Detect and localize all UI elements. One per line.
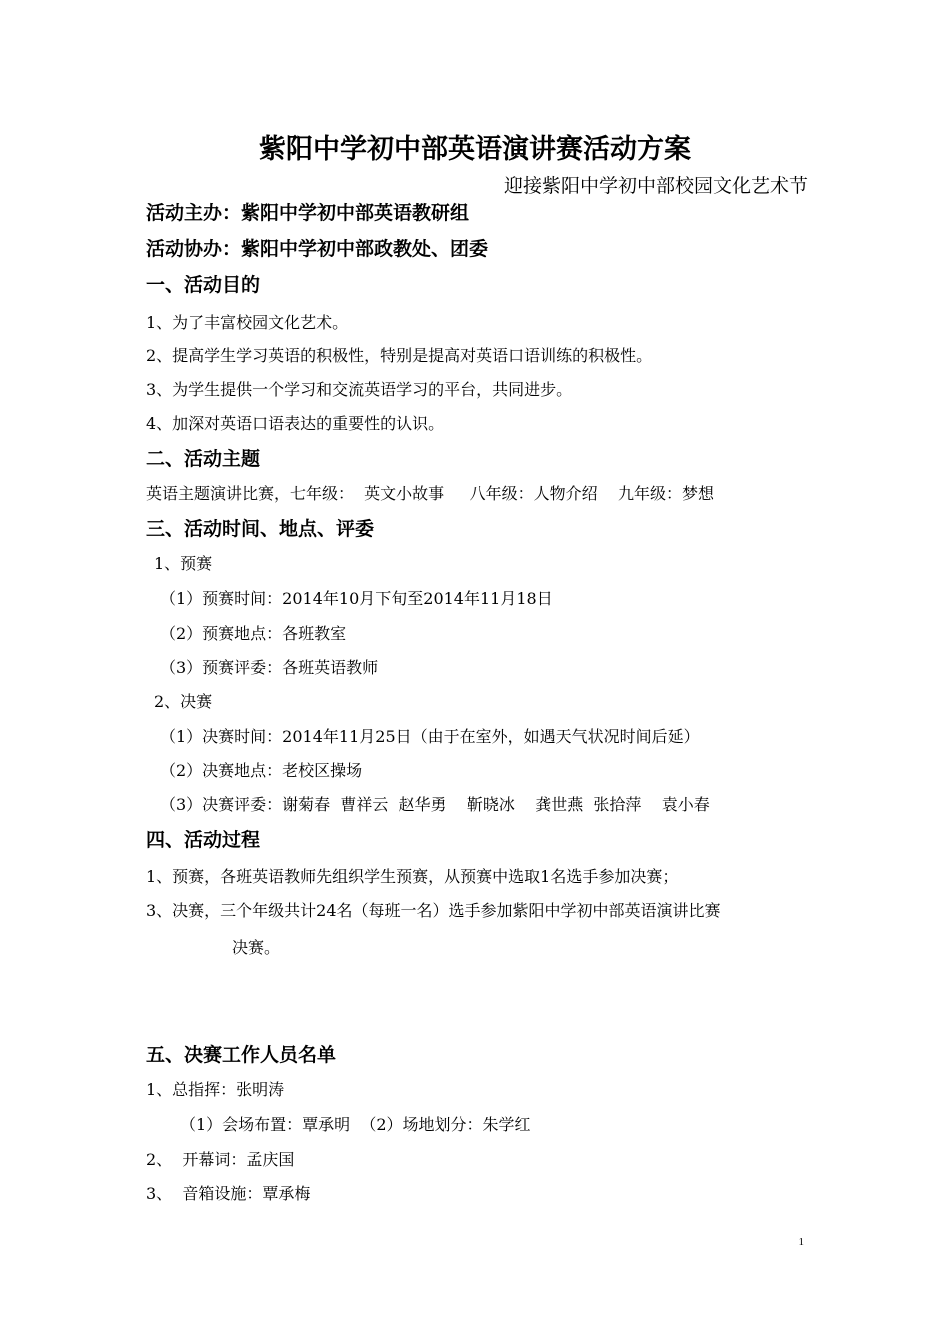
final-item: （3）决赛评委：谢菊春 曹祥云 赵华勇 靳晓冰 龚世燕 张拾萍 袁小春	[160, 795, 710, 814]
theme-text: 英语主题演讲比赛，七年级： 英文小故事 八年级：人物介绍 九年级：梦想	[146, 484, 714, 503]
final-item: （2）决赛地点：老校区操场	[160, 761, 363, 780]
staff-item: （1）会场布置：覃承明 （2）场地划分：朱学红	[180, 1115, 531, 1134]
document-title: 紫阳中学初中部英语演讲赛活动方案	[259, 134, 691, 165]
prelim-label: 1、预赛	[154, 554, 213, 573]
prelim-item: （2）预赛地点：各班教室	[160, 624, 347, 643]
section-heading-staff: 五、决赛工作人员名单	[146, 1044, 337, 1066]
section-heading-process: 四、活动过程	[146, 829, 261, 851]
final-label: 2、决赛	[154, 692, 213, 711]
process-item: 1、预赛，各班英语教师先组织学生预赛，从预赛中选取1名选手参加决赛；	[146, 867, 679, 886]
purpose-item: 2、提高学生学习英语的积极性，特别是提高对英语口语训练的积极性。	[146, 346, 653, 365]
staff-item: 2、 开幕词：孟庆国	[146, 1150, 295, 1169]
process-continuation: 决赛。	[232, 938, 281, 957]
final-item: （1）决赛时间：2014年11月25日（由于在室外，如遇天气状况时间后延）	[160, 727, 700, 746]
prelim-item: （1）预赛时间：2014年10月下旬至2014年11月18日	[160, 589, 553, 608]
staff-item: 1、总指挥：张明涛	[146, 1080, 285, 1099]
co-organizer-line: 活动协办：紫阳中学初中部政教处、团委	[146, 238, 489, 260]
purpose-item: 1、为了丰富校园文化艺术。	[146, 313, 349, 332]
purpose-item: 4、加深对英语口语表达的重要性的认识。	[146, 414, 445, 433]
page-number: 1	[798, 1236, 804, 1248]
process-item: 3、决赛，三个年级共计24名（每班一名）选手参加紫阳中学初中部英语演讲比赛	[146, 901, 721, 920]
section-heading-theme: 二、活动主题	[146, 448, 261, 470]
organizer-line: 活动主办：紫阳中学初中部英语教研组	[146, 202, 470, 224]
purpose-item: 3、为学生提供一个学习和交流英语学习的平台，共同进步。	[146, 380, 573, 399]
staff-item: 3、 音箱设施：覃承梅	[146, 1184, 311, 1203]
document-subtitle: 迎接紫阳中学初中部校园文化艺术节	[503, 175, 808, 197]
section-heading-schedule: 三、活动时间、地点、评委	[146, 518, 375, 540]
prelim-item: （3）预赛评委：各班英语教师	[160, 658, 379, 677]
section-heading-purpose: 一、活动目的	[146, 274, 261, 296]
